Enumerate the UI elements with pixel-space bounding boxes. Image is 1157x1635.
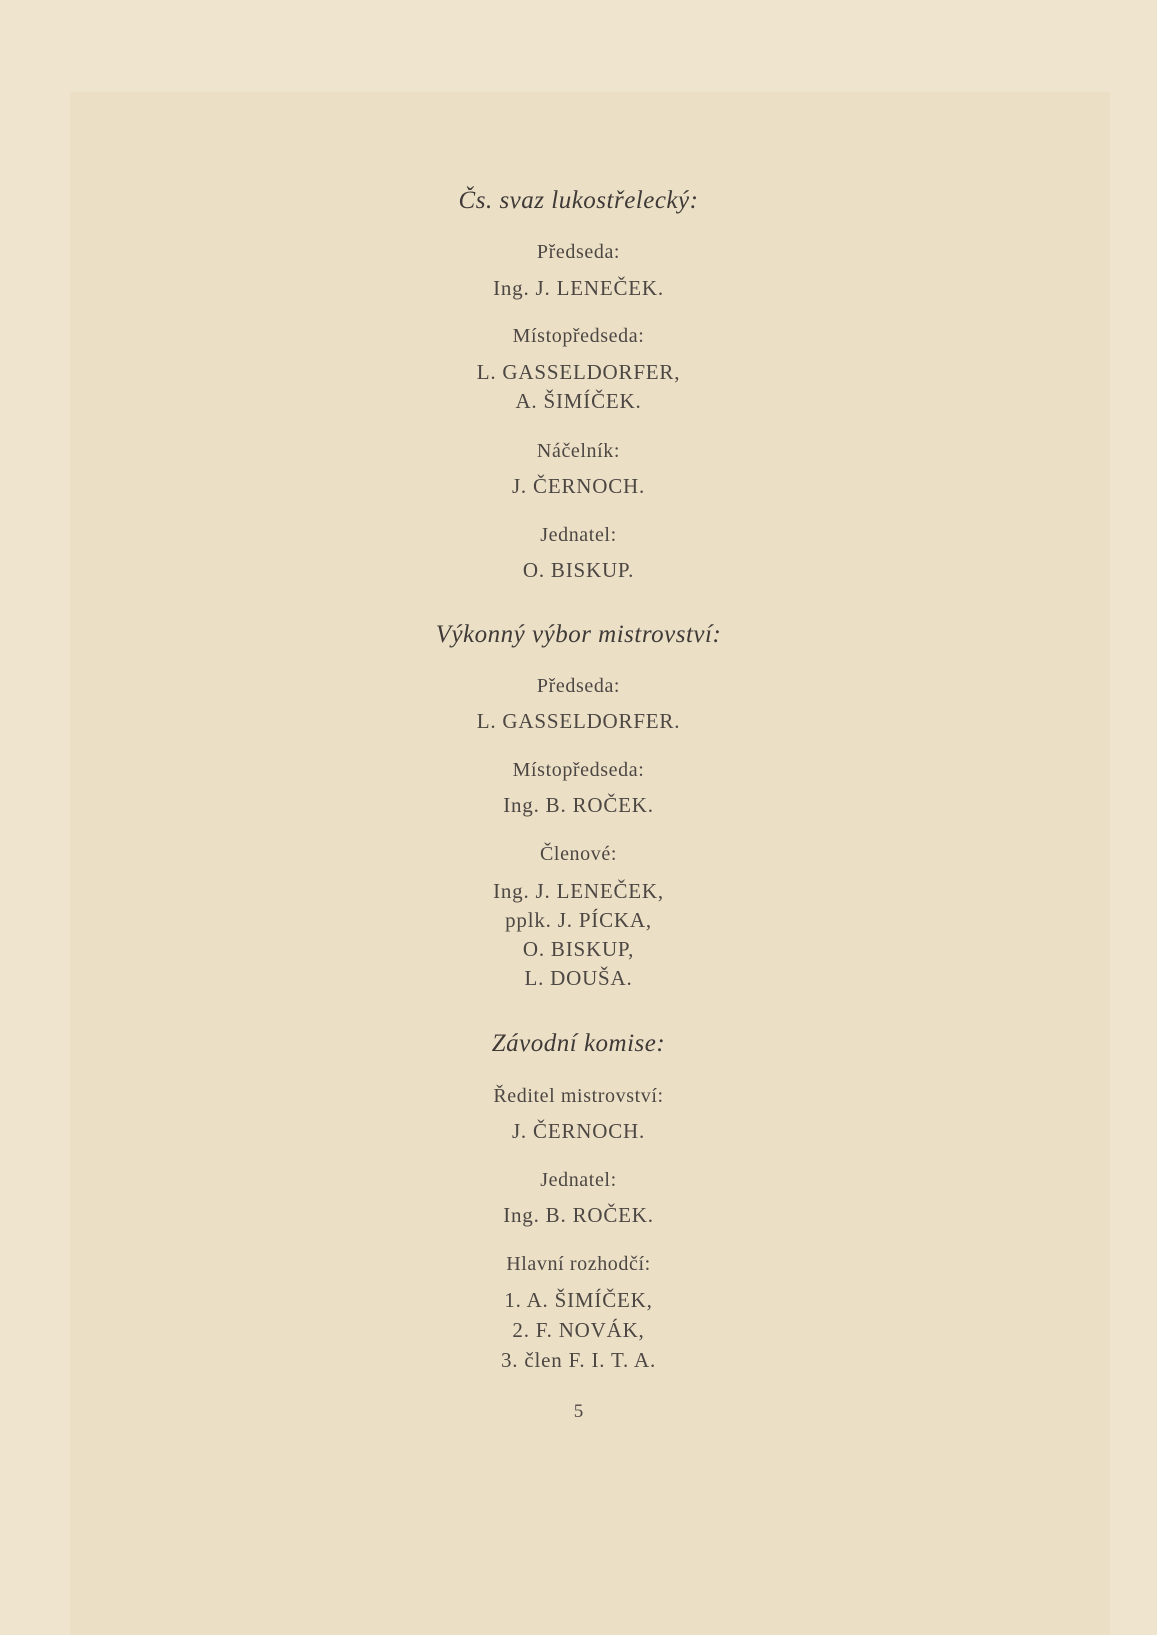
member-name: O. BISKUP, xyxy=(522,937,635,961)
role-label: Předseda: xyxy=(536,675,621,697)
role-label: Členové: xyxy=(539,843,617,865)
member-name: Ing. J. LENEČEK, xyxy=(493,879,664,903)
member-name: J. ČERNOCH. xyxy=(511,1119,646,1143)
member-name: Ing. J. LENEČEK. xyxy=(493,276,664,300)
member-name: O. BISKUP. xyxy=(522,558,635,582)
member-name: Ing. B. ROČEK. xyxy=(503,1203,654,1227)
member-name: pplk. J. PÍCKA, xyxy=(505,908,652,932)
member-name: Ing. B. ROČEK. xyxy=(503,793,654,817)
member-name: L. GASSELDORFER. xyxy=(476,709,681,733)
role-label: Náčelník: xyxy=(536,440,621,462)
member-name: 1. A. ŠIMÍČEK, xyxy=(504,1288,653,1312)
page-number: 5 xyxy=(573,1401,584,1422)
role-label: Předseda: xyxy=(536,241,621,263)
member-name: L. DOUŠA. xyxy=(524,966,633,990)
section-heading: Čs. svaz lukostřelecký: xyxy=(458,187,699,214)
member-name: 3. člen F. I. T. A. xyxy=(500,1348,657,1372)
role-label: Místopředseda: xyxy=(512,325,645,347)
section-heading: Závodní komise: xyxy=(491,1030,666,1057)
member-name: L. GASSELDORFER, xyxy=(476,360,681,384)
section-heading: Výkonný výbor mistrovství: xyxy=(435,621,722,648)
role-label: Ředitel mistrovství: xyxy=(493,1085,664,1107)
member-name: J. ČERNOCH. xyxy=(511,474,646,498)
member-name: 2. F. NOVÁK, xyxy=(512,1318,645,1342)
member-name: A. ŠIMÍČEK. xyxy=(515,389,642,413)
role-label: Hlavní rozhodčí: xyxy=(506,1253,651,1275)
role-label: Místopředseda: xyxy=(512,759,645,781)
role-label: Jednatel: xyxy=(540,524,617,546)
role-label: Jednatel: xyxy=(540,1169,617,1191)
